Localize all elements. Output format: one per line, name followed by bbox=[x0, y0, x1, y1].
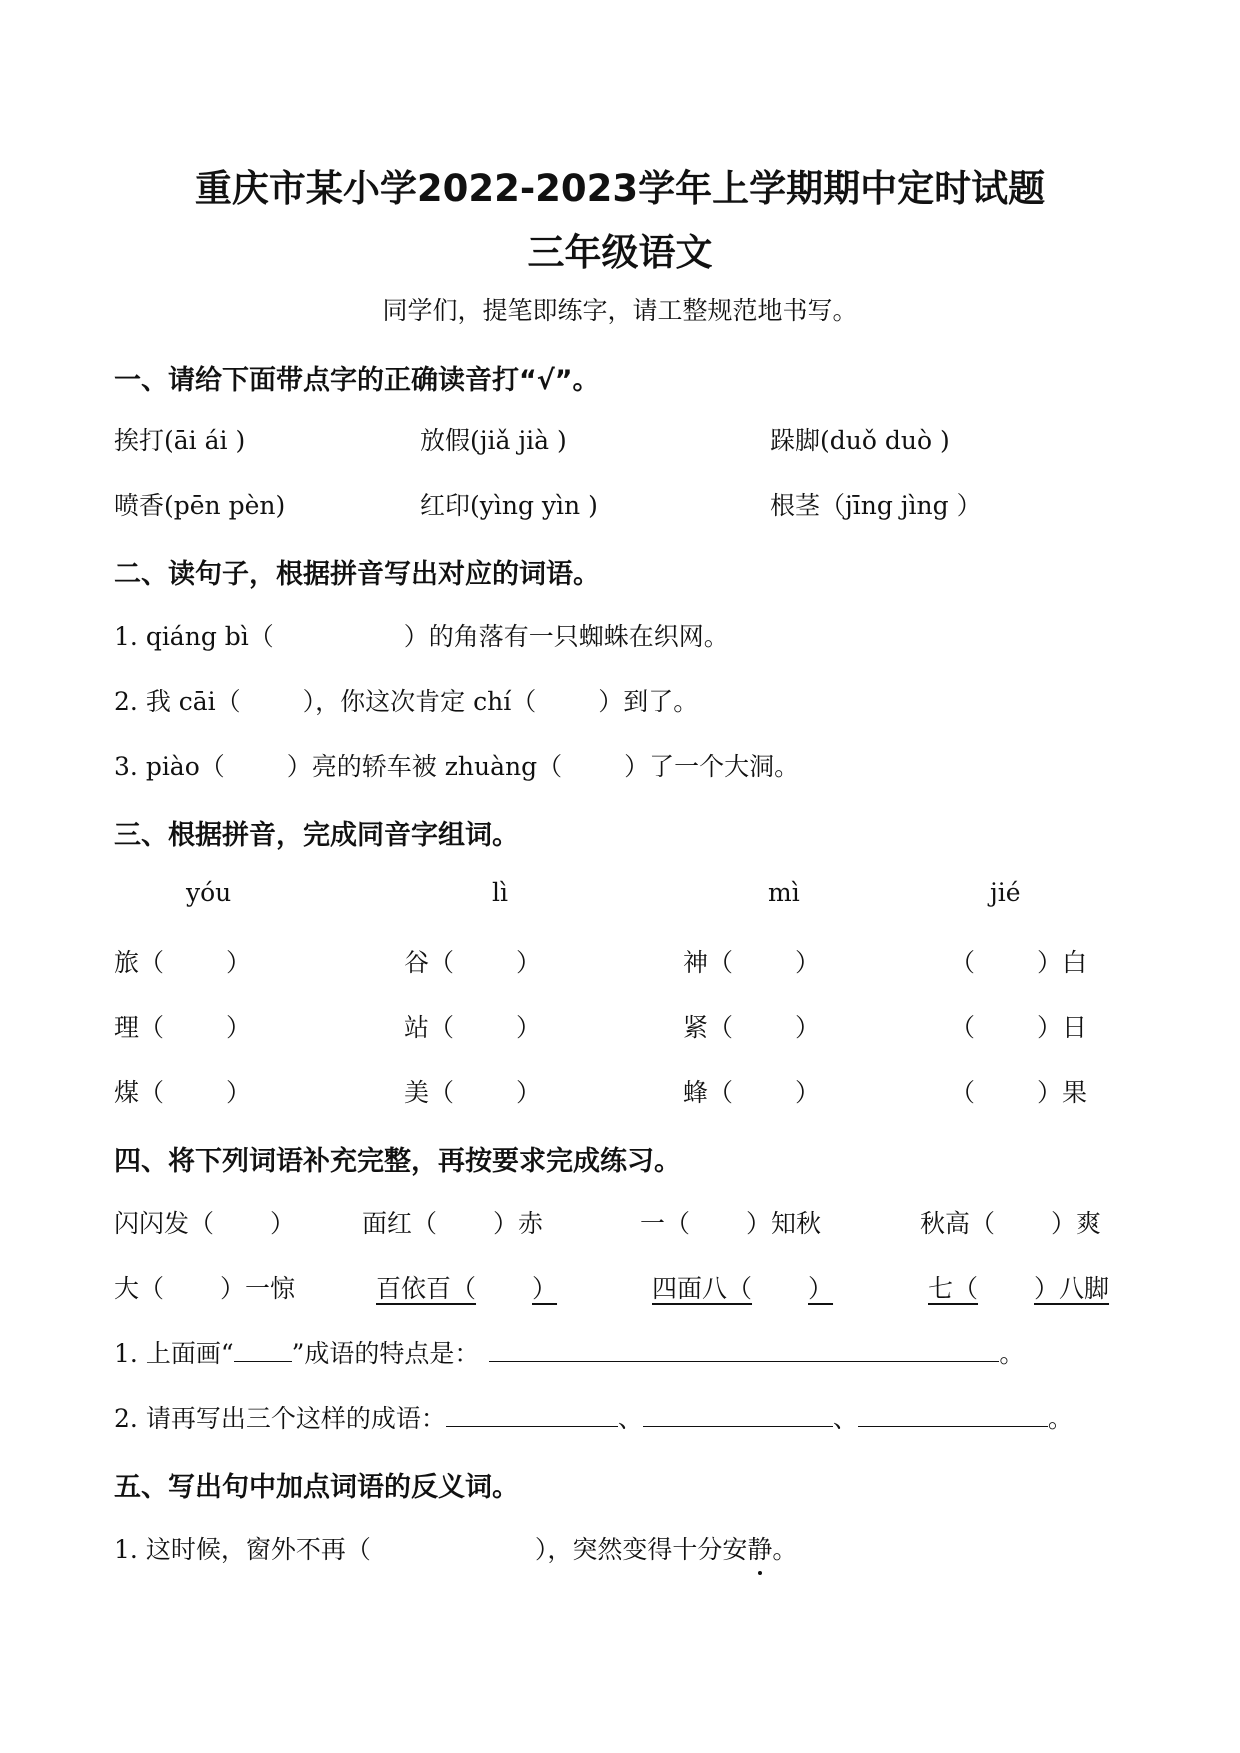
char-item: 煤（ bbox=[114, 1078, 165, 1107]
char-item: 神（ bbox=[683, 948, 734, 977]
q-text: ）的角落有一只蜘蛛在织网。 bbox=[403, 622, 729, 651]
q-number: 3. bbox=[114, 752, 138, 781]
answer-line[interactable] bbox=[446, 1404, 618, 1427]
s3-row-3 bbox=[0, 1073, 1240, 1113]
s1-item-4: 喷香(pēn pèn) bbox=[114, 491, 286, 520]
s1-item-1: 挨打(āi ái ) bbox=[114, 426, 246, 455]
q-text: ）亮的轿车被 zhuàng（ bbox=[286, 752, 563, 781]
s4-question-1 bbox=[114, 1334, 1024, 1370]
writing-note: 同学们，提笔即练字，请工整规范地书写。 bbox=[382, 296, 858, 325]
idiom-item: 面红（ ）赤 bbox=[362, 1209, 544, 1238]
q-text: 我 cāi（ bbox=[145, 687, 241, 716]
q-text: 这时候，窗外不再（ bbox=[145, 1535, 371, 1564]
paren: ） bbox=[516, 1078, 542, 1107]
paren: （ bbox=[950, 1013, 976, 1042]
paren: ） bbox=[795, 1013, 821, 1042]
s3-row-2 bbox=[0, 1008, 1240, 1048]
s2-question-1 bbox=[114, 617, 729, 653]
section-2-heading: 二、读句子，根据拼音写出对应的词语。 bbox=[114, 559, 600, 590]
underline-sample bbox=[234, 1339, 292, 1362]
s1-row-2 bbox=[0, 486, 1240, 526]
char-item: 紧（ bbox=[683, 1013, 734, 1042]
paren: ） bbox=[795, 1078, 821, 1107]
paren: ） bbox=[1037, 948, 1063, 977]
char-item: 日 bbox=[1062, 1013, 1088, 1042]
paren: ） bbox=[516, 1013, 542, 1042]
char-item: 白 bbox=[1062, 948, 1088, 977]
char-item: 谷（ bbox=[404, 948, 455, 977]
s1-row-1 bbox=[0, 421, 1240, 461]
pinyin-label: lì bbox=[492, 878, 508, 907]
paren: ） bbox=[516, 948, 542, 977]
paren: ） bbox=[1037, 1078, 1063, 1107]
s4-row-2 bbox=[0, 1269, 1240, 1309]
answer-line[interactable] bbox=[489, 1339, 999, 1362]
idiom-item: 闪闪发（ ） bbox=[114, 1209, 296, 1238]
q-text: ），你这次肯定 chí（ bbox=[302, 687, 537, 716]
idiom-item: 大（ ）一惊 bbox=[114, 1274, 296, 1303]
section-1-heading: 一、请给下面带点字的正确读音打“√”。 bbox=[114, 365, 600, 396]
s3-row-1 bbox=[0, 943, 1240, 983]
pinyin-label: mì bbox=[768, 878, 800, 907]
idiom-item: 秋高（ ）爽 bbox=[920, 1209, 1102, 1238]
exam-subject: 三年级语文 bbox=[527, 231, 713, 274]
s3-pinyin-row bbox=[0, 878, 1240, 918]
s1-item-2: 放假(jiǎ jià ) bbox=[420, 426, 567, 455]
s4-row-1 bbox=[0, 1204, 1240, 1244]
q-text: ”成语的特点是： bbox=[291, 1339, 480, 1368]
s1-item-6: 根茎（jīng jìng ） bbox=[770, 491, 982, 520]
q-text: piào（ bbox=[145, 752, 225, 781]
q-number: 2. bbox=[114, 687, 138, 716]
exam-title: 重庆市某小学2022-2023学年上学期期中定时试题 bbox=[194, 167, 1046, 210]
q-number: 2. bbox=[114, 1404, 138, 1433]
idiom-item-underlined: 七（ ）八脚 bbox=[928, 1274, 1110, 1303]
answer-line[interactable] bbox=[858, 1404, 1048, 1427]
section-4-heading: 四、将下列词语补充完整，再按要求完成练习。 bbox=[114, 1146, 681, 1177]
s2-question-2 bbox=[114, 682, 698, 718]
char-item: 旅（ bbox=[114, 948, 165, 977]
paren: ） bbox=[795, 948, 821, 977]
s5-question-1: 1. 这时候，窗外不再（ ），突然变得十分安静。 bbox=[114, 1530, 797, 1566]
s1-item-3: 跺脚(duǒ duò ) bbox=[770, 426, 950, 455]
q-end: 。 bbox=[999, 1339, 1025, 1368]
paren: ） bbox=[226, 1013, 252, 1042]
q-number: 1. bbox=[114, 1535, 138, 1564]
q-text: 上面画“ bbox=[145, 1339, 234, 1368]
q-text: ）到了。 bbox=[598, 687, 699, 716]
char-item: 理（ bbox=[114, 1013, 165, 1042]
s1-item-5: 红印(yìng yìn ) bbox=[420, 491, 598, 520]
paren: ） bbox=[226, 1078, 252, 1107]
q-number: 1. bbox=[114, 622, 138, 651]
paren: （ bbox=[950, 948, 976, 977]
pinyin-label: yóu bbox=[186, 878, 232, 907]
char-item: 蜂（ bbox=[683, 1078, 734, 1107]
dotted-char: 静 bbox=[747, 1530, 772, 1566]
q-text: ）了一个大洞。 bbox=[624, 752, 800, 781]
q-text: 请再写出三个这样的成语： bbox=[145, 1404, 446, 1433]
answer-line[interactable] bbox=[643, 1404, 833, 1427]
idiom-item-underlined: 百依百（ ） bbox=[376, 1274, 558, 1303]
char-item: 果 bbox=[1062, 1078, 1088, 1107]
s4-question-2: 2. 请再写出三个这样的成语： 、 、 。 bbox=[114, 1404, 1073, 1433]
q-number: 1. bbox=[114, 1339, 138, 1368]
paren: （ bbox=[950, 1078, 976, 1107]
idiom-item: 一（ ）知秋 bbox=[640, 1209, 822, 1238]
q-text: qiáng bì（ bbox=[145, 622, 274, 651]
s2-question-3 bbox=[114, 747, 799, 783]
section-5-heading: 五、写出句中加点词语的反义词。 bbox=[114, 1472, 519, 1503]
pinyin-label: jié bbox=[990, 878, 1021, 907]
section-3-heading: 三、根据拼音，完成同音字组词。 bbox=[114, 820, 519, 851]
char-item: 站（ bbox=[404, 1013, 455, 1042]
q-text: ），突然变得十分安 bbox=[534, 1535, 748, 1564]
idiom-item-underlined: 四面八（ ） bbox=[652, 1274, 834, 1303]
char-item: 美（ bbox=[404, 1078, 455, 1107]
paren: ） bbox=[226, 948, 252, 977]
paren: ） bbox=[1037, 1013, 1063, 1042]
